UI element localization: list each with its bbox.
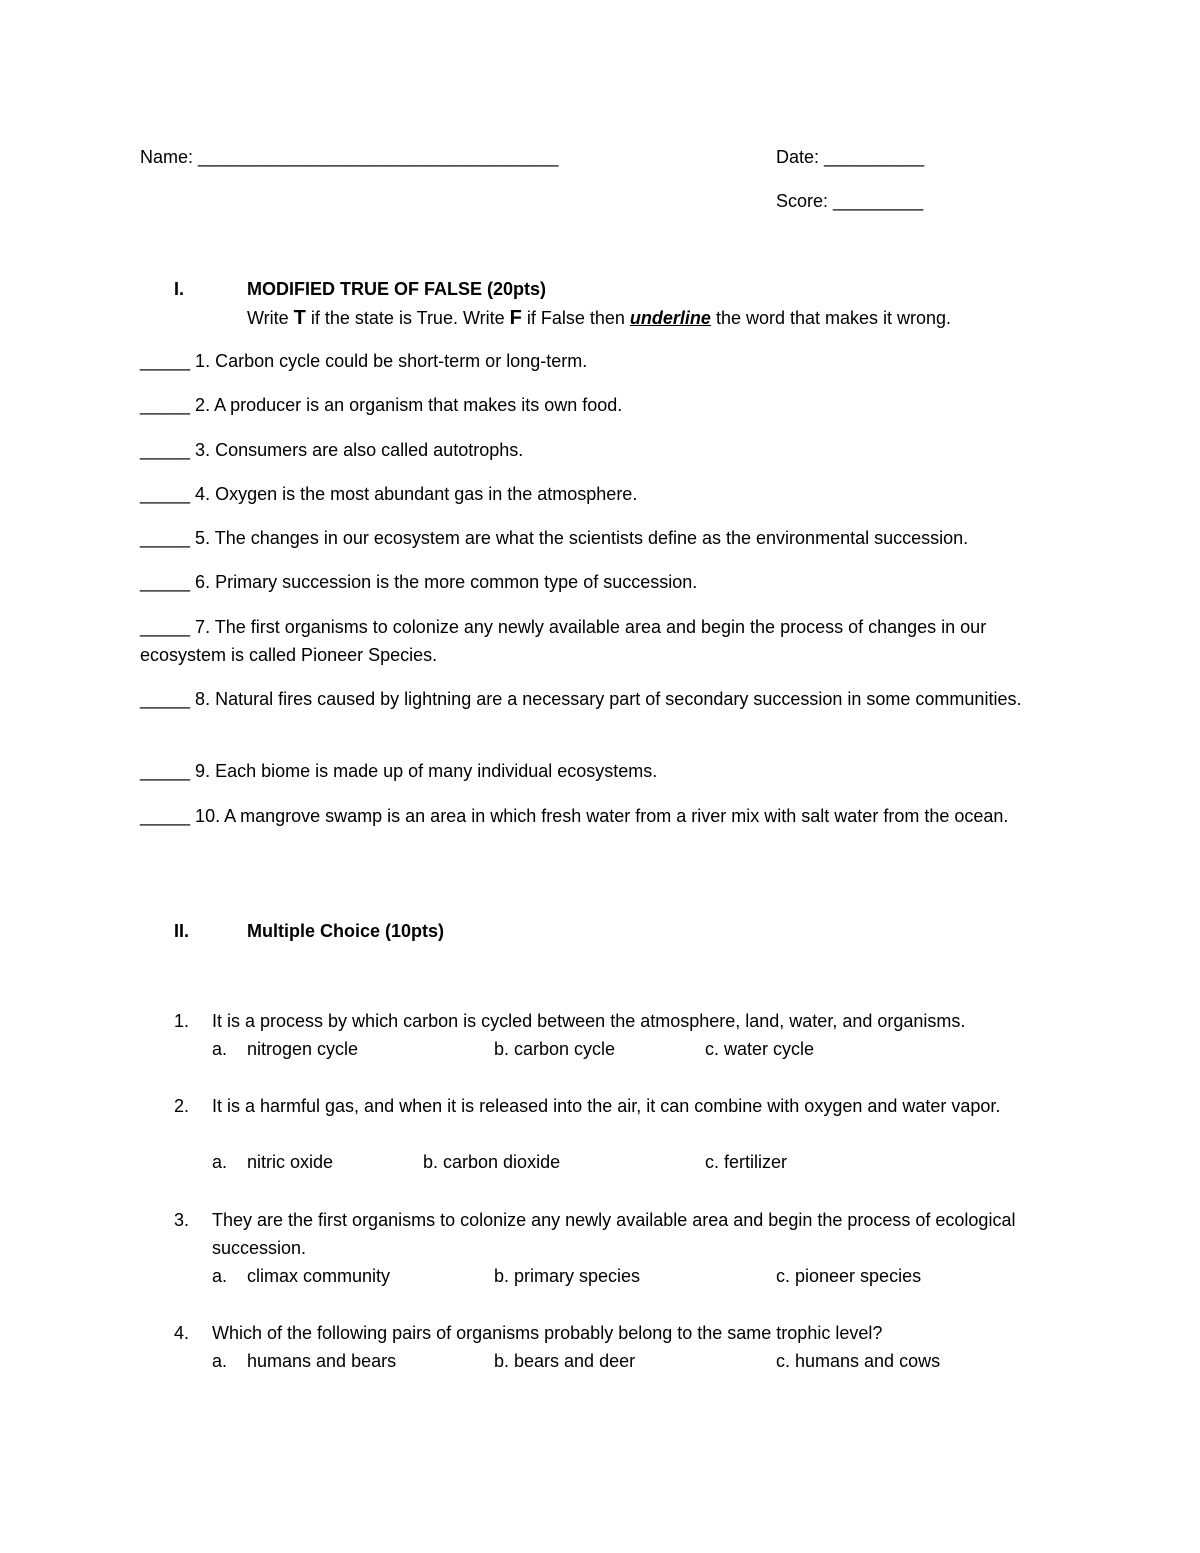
section-1-instruction xyxy=(247,304,951,332)
section-2-title: Multiple Choice (10pts) xyxy=(247,921,445,941)
section-1-title: MODIFIED TRUE OF FALSE (20pts) xyxy=(247,279,547,299)
option-a: nitrogen cycle xyxy=(247,1039,359,1059)
question-number: 4. xyxy=(174,1323,190,1343)
true-false-item: _____ 5. The changes in our ecosystem are what the scientists define as the environmental succession. xyxy=(140,528,969,548)
true-false-item: _____ 3. Consumers are also called autotrophs. xyxy=(140,440,524,460)
true-false-item: _____ 2. A producer is an organism that makes its own food. xyxy=(140,395,623,415)
true-false-item: _____ 6. Primary succession is the more common type of succession. xyxy=(140,572,698,592)
instruction-underline-word: underline xyxy=(629,308,711,328)
question-number: 3. xyxy=(174,1210,190,1230)
true-false-item: _____ 7. The first organisms to colonize any newly available area and begin the process of changes in our ecosystem is called Pioneer Species. xyxy=(140,617,987,665)
option-b: b. carbon dioxide xyxy=(423,1152,561,1172)
instruction-true-letter: T xyxy=(293,307,306,329)
option-b: b. primary species xyxy=(494,1266,641,1286)
option-letter: a. xyxy=(212,1351,228,1371)
true-false-item: _____ 8. Natural fires caused by lightning are a necessary part of secondary succession in some communities. xyxy=(140,689,1022,709)
question-number: 1. xyxy=(174,1011,190,1031)
question-text: It is a harmful gas, and when it is released into the air, it can combine with oxygen and water vapor. xyxy=(212,1096,1001,1116)
option-c: c. humans and cows xyxy=(776,1351,941,1371)
option-a: humans and bears xyxy=(247,1351,397,1371)
true-false-item: _____ 10. A mangrove swamp is an area in which fresh water from a river mix with salt water from the ocean. xyxy=(140,806,1009,826)
question-text: Which of the following pairs of organisms probably belong to the same trophic level? xyxy=(212,1323,883,1343)
instruction-text: Write xyxy=(247,308,294,328)
instruction-text: the word that makes it wrong. xyxy=(710,308,952,328)
option-b: b. carbon cycle xyxy=(494,1039,616,1059)
option-c: c. water cycle xyxy=(705,1039,815,1059)
true-false-item: _____ 4. Oxygen is the most abundant gas in the atmosphere. xyxy=(140,484,638,504)
true-false-item: _____ 1. Carbon cycle could be short-term or long-term. xyxy=(140,351,588,371)
option-c: c. fertilizer xyxy=(705,1152,788,1172)
option-a: nitric oxide xyxy=(247,1152,334,1172)
option-letter: a. xyxy=(212,1039,228,1059)
score-field-line: Score: _________ xyxy=(776,191,924,211)
question-text: It is a process by which carbon is cycled between the atmosphere, land, water, and organisms. xyxy=(212,1011,966,1031)
option-c: c. pioneer species xyxy=(776,1266,922,1286)
instruction-text: if the state is True. Write xyxy=(305,308,510,328)
date-field-line: Date: __________ xyxy=(776,147,925,167)
instruction-text: if False then xyxy=(521,308,630,328)
option-letter: a. xyxy=(212,1152,228,1172)
option-b: b. bears and deer xyxy=(494,1351,636,1371)
option-letter: a. xyxy=(212,1266,228,1286)
question-text: They are the first organisms to colonize any newly available area and begin the process of ecological succession. xyxy=(212,1210,1016,1258)
option-a: climax community xyxy=(247,1266,391,1286)
question-number: 2. xyxy=(174,1096,190,1116)
instruction-false-letter: F xyxy=(509,307,522,329)
section-2-numeral: II. xyxy=(174,921,190,941)
true-false-item: _____ 9. Each biome is made up of many individual ecosystems. xyxy=(140,761,658,781)
name-field-line: Name: ____________________________________ xyxy=(140,147,559,167)
section-1-numeral: I. xyxy=(174,279,185,299)
